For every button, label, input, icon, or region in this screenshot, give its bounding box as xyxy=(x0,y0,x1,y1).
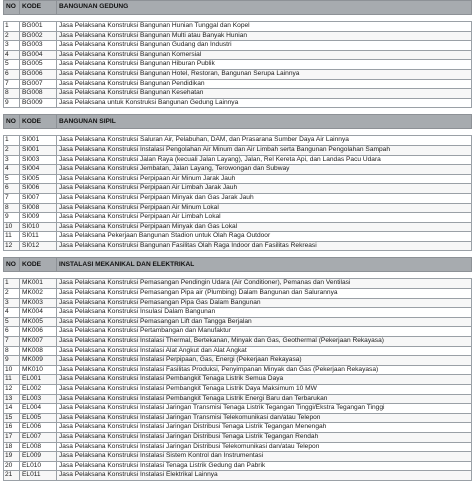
row-description: Jasa Pelaksana Konstruksi Bangunan Multi atau Banyak Hunian xyxy=(57,31,472,41)
section-title: BANGUNAN GEDUNG xyxy=(57,1,472,15)
row-code: BG004 xyxy=(20,50,57,60)
row-number: 17 xyxy=(4,432,20,442)
row-description: Jasa Pelaksana Konstruksi Instalasi Alat Angkut dan Alat Angkat xyxy=(57,346,472,356)
row-number: 1 xyxy=(4,279,20,289)
row-description: Jasa Pelaksana Konstruksi Bangunan Gudang dan Industri xyxy=(57,41,472,51)
table-row xyxy=(4,31,472,41)
row-description: Jasa Pelaksana Konstruksi Bangunan Hiburan Publik xyxy=(57,60,472,70)
row-description: Jasa Pelaksana Konstruksi Bangunan Hotel, Restoran, Bangunan Serupa Lainnya xyxy=(57,69,472,79)
row-code: MK007 xyxy=(20,337,57,347)
table-row xyxy=(4,432,472,442)
table-row xyxy=(4,98,472,108)
table-row xyxy=(4,22,472,32)
row-code: MK010 xyxy=(20,365,57,375)
row-number: 5 xyxy=(4,60,20,70)
row-code: MK001 xyxy=(20,279,57,289)
table-row xyxy=(4,79,472,89)
row-code: MK008 xyxy=(20,346,57,356)
section-header xyxy=(4,258,472,272)
row-number: 5 xyxy=(4,317,20,327)
row-code: BG006 xyxy=(20,69,57,79)
table-row xyxy=(4,69,472,79)
row-number: 3 xyxy=(4,298,20,308)
section-spacer xyxy=(4,129,472,136)
row-description: Jasa Pelaksana Konstruksi Instalasi Perpipaan, Gas, Energi (Pekerjaan Rekayasa) xyxy=(57,356,472,366)
row-description: Jasa Pelaksana Konstruksi Perpipaan Air Limbah Lokal xyxy=(57,213,472,223)
row-number: 13 xyxy=(4,394,20,404)
table-row xyxy=(4,327,472,337)
table-row xyxy=(4,289,472,299)
row-description: Jasa Pelaksana Konstruksi Pemasangan Lift dan Tangga Berjalan xyxy=(57,317,472,327)
row-code: SI006 xyxy=(20,184,57,194)
table-row xyxy=(4,136,472,146)
row-description: Jasa Pelaksana Konstruksi Instalasi Thermal, Bertekanan, Minyak dan Gas, Geothermal (Pekerjaan Rekayasa) xyxy=(57,337,472,347)
row-code: SI005 xyxy=(20,174,57,184)
table-row xyxy=(4,203,472,213)
row-number: 14 xyxy=(4,404,20,414)
row-number: 8 xyxy=(4,203,20,213)
row-number: 4 xyxy=(4,165,20,175)
row-description: Jasa Pelaksana Konstruksi Pemasangan Pipa air (Plumbing) Dalam Bangunan dan Salurannya xyxy=(57,289,472,299)
row-number: 19 xyxy=(4,452,20,462)
row-description: Jasa Pelaksana Konstruksi Saluran Air, Pelabuhan, DAM, dan Prasarana Sumber Daya Air Lainnya xyxy=(57,136,472,146)
table-row xyxy=(4,145,472,155)
row-number: 9 xyxy=(4,98,20,108)
row-description: Jasa Pelaksana Konstruksi Instalasi Jaringan Transmisi Tenaga Listrik Tegangan Tinggi/Ekstra Tegangan Tinggi xyxy=(57,404,472,414)
row-number: 2 xyxy=(4,289,20,299)
section-spacer xyxy=(4,272,472,279)
row-number: 4 xyxy=(4,50,20,60)
table-row xyxy=(4,41,472,51)
row-code: SI008 xyxy=(20,203,57,213)
row-description: Jasa Pelaksana Konstruksi Bangunan Kesehatan xyxy=(57,89,472,99)
row-number: 15 xyxy=(4,413,20,423)
row-description: Jasa Pelaksana Konstruksi Pemasangan Pendingin Udara (Air Conditioner), Pemanas dan Ventilasi xyxy=(57,279,472,289)
header-code: KODE xyxy=(20,115,57,129)
row-description: Jasa Pelaksana Konstruksi Instalasi Jaringan Distribusi Tenaga Listrik Tegangan Menengah xyxy=(57,423,472,433)
row-number: 12 xyxy=(4,385,20,395)
row-number: 10 xyxy=(4,365,20,375)
table-row xyxy=(4,404,472,414)
row-number: 9 xyxy=(4,213,20,223)
row-code: EL004 xyxy=(20,404,57,414)
table-row xyxy=(4,452,472,462)
row-description: Jasa Pelaksana Konstruksi Perpipaan Air Minum Lokal xyxy=(57,203,472,213)
table-row xyxy=(4,155,472,165)
row-description: Jasa Pelaksana Konstruksi Insulasi Dalam Bangunan xyxy=(57,308,472,318)
table-row xyxy=(4,461,472,471)
row-description: Jasa Pelaksana Konstruksi Bangunan Komersial xyxy=(57,50,472,60)
table-row xyxy=(4,442,472,452)
row-number: 1 xyxy=(4,22,20,32)
row-description: Jasa Pelaksana Konstruksi Instalasi Jaringan Distribusi Tenaga Listrik Tegangan Rendah xyxy=(57,432,472,442)
table-row xyxy=(4,174,472,184)
row-number: 6 xyxy=(4,327,20,337)
row-code: BG008 xyxy=(20,89,57,99)
table-row xyxy=(4,423,472,433)
row-code: SI004 xyxy=(20,165,57,175)
row-number: 18 xyxy=(4,442,20,452)
row-description: Jasa Pelaksana Konstruksi Instalasi Pengolahan Air Minum dan Air Limbah serta Bangunan Pengolahan Sampah xyxy=(57,145,472,155)
table-row xyxy=(4,346,472,356)
row-description: Jasa Pelaksana Konstruksi Instalasi Tenaga Listrik Gedung dan Pabrik xyxy=(57,461,472,471)
row-description: Jasa Pelaksana Konstruksi Perpipaan Minyak dan Gas Jarak Jauh xyxy=(57,193,472,203)
row-code: EL001 xyxy=(20,375,57,385)
row-code: SI009 xyxy=(20,213,57,223)
row-description: Jasa Pelaksana untuk Konstruksi Bangunan Gedung Lainnya xyxy=(57,98,472,108)
table-body xyxy=(4,1,472,481)
row-code: SI012 xyxy=(20,241,57,251)
row-description: Jasa Pelaksana Konstruksi Instalasi Elektrikal Lainnya xyxy=(57,471,472,481)
table-row xyxy=(4,413,472,423)
row-number: 5 xyxy=(4,174,20,184)
row-description: Jasa Pelaksana Konstruksi Perpipaan Air Limbah Jarak Jauh xyxy=(57,184,472,194)
row-code: MK005 xyxy=(20,317,57,327)
row-description: Jasa Pelaksana Konstruksi Instalasi Jaringan Distribusi Telekomunikasi dan/atau Telepon xyxy=(57,442,472,452)
section-spacer xyxy=(4,15,472,22)
row-description: Jasa Pelaksana Konstruksi Bangunan Hunian Tunggal dan Kopel xyxy=(57,22,472,32)
table-row xyxy=(4,375,472,385)
table-row xyxy=(4,394,472,404)
table-row xyxy=(4,337,472,347)
row-code: SI011 xyxy=(20,232,57,242)
table-row xyxy=(4,232,472,242)
row-description: Jasa Pelaksana Konstruksi Instalasi Pembangkit Tenaga Listrik Daya Maksimum 10 MW xyxy=(57,385,472,395)
table-row xyxy=(4,308,472,318)
row-code: BG007 xyxy=(20,79,57,89)
table-row xyxy=(4,241,472,251)
table-row xyxy=(4,356,472,366)
row-number: 2 xyxy=(4,145,20,155)
row-code: EL009 xyxy=(20,452,57,462)
row-description: Jasa Pelaksana Konstruksi Bangunan Pendidikan xyxy=(57,79,472,89)
row-description: Jasa Pelaksana Konstruksi Instalasi Pembangkit Tenaga Listrik Energi Baru dan Terbarukan xyxy=(57,394,472,404)
row-code: MK003 xyxy=(20,298,57,308)
row-number: 11 xyxy=(4,232,20,242)
table-row xyxy=(4,184,472,194)
row-code: BG001 xyxy=(20,22,57,32)
row-description: Jasa Pelaksana Konstruksi Jalan Raya (kecuali Jalan Layang), Jalan, Rel Kereta Api, dan Landas Pacu Udara xyxy=(57,155,472,165)
row-number: 12 xyxy=(4,241,20,251)
table-row xyxy=(4,385,472,395)
row-number: 7 xyxy=(4,79,20,89)
row-description: Jasa Pelaksana Konstruksi Instalasi Jaringan Transmisi Telekomunikasi dan/atau Telepon xyxy=(57,413,472,423)
row-description: Jasa Pelaksana Konstruksi Instalasi Sistem Kontrol dan Instrumentasi xyxy=(57,452,472,462)
row-description: Jasa Pelaksana Konstruksi Perpipaan Air Minum Jarak Jauh xyxy=(57,174,472,184)
row-code: BG002 xyxy=(20,31,57,41)
table-row xyxy=(4,279,472,289)
table-row xyxy=(4,222,472,232)
row-number: 20 xyxy=(4,461,20,471)
table-row xyxy=(4,298,472,308)
row-description: Jasa Pelaksana Konstruksi Instalasi Fasilitas Produksi, Penyimpanan Minyak dan Gas (Pekerjaan Rekayasa) xyxy=(57,365,472,375)
row-code: SI003 xyxy=(20,155,57,165)
row-number: 2 xyxy=(4,31,20,41)
row-code: EL007 xyxy=(20,432,57,442)
row-number: 4 xyxy=(4,308,20,318)
row-code: SI010 xyxy=(20,222,57,232)
table-row xyxy=(4,471,472,481)
row-code: MK009 xyxy=(20,356,57,366)
table-row xyxy=(4,165,472,175)
header-no: NO xyxy=(4,258,20,272)
row-number: 3 xyxy=(4,41,20,51)
table-row xyxy=(4,60,472,70)
row-number: 3 xyxy=(4,155,20,165)
header-code: KODE xyxy=(20,258,57,272)
row-description: Jasa Pelaksana Konstruksi Instalasi Pembangkit Tenaga Listrik Semua Daya xyxy=(57,375,472,385)
row-code: MK002 xyxy=(20,289,57,299)
row-code: BG005 xyxy=(20,60,57,70)
row-number: 16 xyxy=(4,423,20,433)
kbli-table xyxy=(3,0,472,481)
row-number: 8 xyxy=(4,346,20,356)
row-number: 10 xyxy=(4,222,20,232)
table-row xyxy=(4,317,472,327)
section-spacer xyxy=(4,108,472,115)
section-title: INSTALASI MEKANIKAL DAN ELEKTRIKAL xyxy=(57,258,472,272)
row-number: 6 xyxy=(4,69,20,79)
row-number: 8 xyxy=(4,89,20,99)
row-description: Jasa Pelaksana Konstruksi Jembatan, Jalan Layang, Terowongan dan Subway xyxy=(57,165,472,175)
row-code: BG003 xyxy=(20,41,57,51)
table-row xyxy=(4,50,472,60)
row-code: EL006 xyxy=(20,423,57,433)
row-code: EL010 xyxy=(20,461,57,471)
row-code: BG009 xyxy=(20,98,57,108)
row-code: EL011 xyxy=(20,471,57,481)
table-row xyxy=(4,89,472,99)
row-description: Jasa Pelaksana Konstruksi Pemasangan Pipa Gas Dalam Bangunan xyxy=(57,298,472,308)
row-description: Jasa Pelaksana Pekerjaan Bangunan Stadion untuk Olah Raga Outdoor xyxy=(57,232,472,242)
table-row xyxy=(4,193,472,203)
section-header xyxy=(4,1,472,15)
row-description: Jasa Pelaksana Konstruksi Pertambangan dan Manufaktur xyxy=(57,327,472,337)
header-no: NO xyxy=(4,1,20,15)
row-code: EL005 xyxy=(20,413,57,423)
header-code: KODE xyxy=(20,1,57,15)
row-description: Jasa Pelaksana Konstruksi Perpipaan Minyak dan Gas Lokal xyxy=(57,222,472,232)
row-code: MK004 xyxy=(20,308,57,318)
row-number: 21 xyxy=(4,471,20,481)
row-code: SI001 xyxy=(20,136,57,146)
section-header xyxy=(4,115,472,129)
section-spacer xyxy=(4,251,472,258)
row-number: 7 xyxy=(4,337,20,347)
row-code: SI007 xyxy=(20,193,57,203)
row-code: MK006 xyxy=(20,327,57,337)
row-code: SI001 xyxy=(20,145,57,155)
header-no: NO xyxy=(4,115,20,129)
section-title: BANGUNAN SIPIL xyxy=(57,115,472,129)
table-row xyxy=(4,365,472,375)
row-description: Jasa Pelaksana Konstruksi Bangunan Fasilitas Olah Raga Indoor dan Fasilitas Rekreasi xyxy=(57,241,472,251)
row-number: 11 xyxy=(4,375,20,385)
row-code: EL003 xyxy=(20,394,57,404)
row-number: 9 xyxy=(4,356,20,366)
row-code: EL008 xyxy=(20,442,57,452)
row-number: 6 xyxy=(4,184,20,194)
row-number: 1 xyxy=(4,136,20,146)
row-number: 7 xyxy=(4,193,20,203)
row-code: EL002 xyxy=(20,385,57,395)
table-row xyxy=(4,213,472,223)
